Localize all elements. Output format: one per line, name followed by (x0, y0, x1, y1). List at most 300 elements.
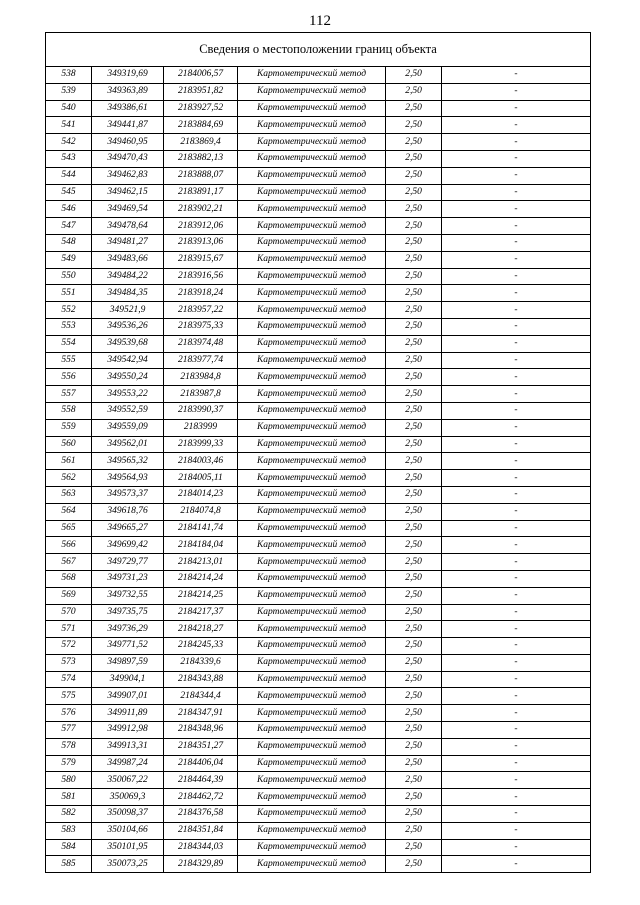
method-cell: Картометрический метод (238, 419, 386, 436)
description-cell: - (442, 419, 591, 436)
method-cell: Картометрический метод (238, 268, 386, 285)
x-coordinate-cell: 349897,59 (92, 654, 164, 671)
x-coordinate-cell: 349462,83 (92, 167, 164, 184)
point-number-cell: 575 (46, 688, 92, 705)
x-coordinate-cell: 349441,87 (92, 117, 164, 134)
point-number-cell: 584 (46, 839, 92, 856)
table-row (46, 402, 591, 419)
y-coordinate-cell: 2183884,69 (164, 117, 238, 134)
table-row (46, 755, 591, 772)
point-number-cell: 570 (46, 604, 92, 621)
table-row (46, 705, 591, 722)
method-cell: Картометрический метод (238, 302, 386, 319)
method-cell: Картометрический метод (238, 806, 386, 823)
method-cell: Картометрический метод (238, 83, 386, 100)
description-cell: - (442, 822, 591, 839)
method-cell: Картометрический метод (238, 251, 386, 268)
y-coordinate-cell: 2184462,72 (164, 789, 238, 806)
y-coordinate-cell: 2184348,96 (164, 722, 238, 739)
point-number-cell: 549 (46, 251, 92, 268)
method-cell: Картометрический метод (238, 722, 386, 739)
description-cell: - (442, 386, 591, 403)
accuracy-cell: 2,50 (386, 369, 442, 386)
description-cell: - (442, 402, 591, 419)
point-number-cell: 576 (46, 705, 92, 722)
point-number-cell: 540 (46, 100, 92, 117)
table-row (46, 822, 591, 839)
accuracy-cell: 2,50 (386, 486, 442, 503)
description-cell: - (442, 705, 591, 722)
y-coordinate-cell: 2184329,89 (164, 856, 238, 873)
description-cell: - (442, 839, 591, 856)
description-cell: - (442, 218, 591, 235)
table-row (46, 285, 591, 302)
accuracy-cell: 2,50 (386, 537, 442, 554)
table-row (46, 419, 591, 436)
description-cell: - (442, 671, 591, 688)
table-row (46, 352, 591, 369)
y-coordinate-cell: 2184343,88 (164, 671, 238, 688)
accuracy-cell: 2,50 (386, 150, 442, 167)
y-coordinate-cell: 2183987,8 (164, 386, 238, 403)
x-coordinate-cell: 349987,24 (92, 755, 164, 772)
accuracy-cell: 2,50 (386, 587, 442, 604)
boundary-table-container (45, 32, 590, 873)
accuracy-cell: 2,50 (386, 386, 442, 403)
accuracy-cell: 2,50 (386, 789, 442, 806)
table-row (46, 738, 591, 755)
table-row (46, 134, 591, 151)
point-number-cell: 579 (46, 755, 92, 772)
point-number-cell: 550 (46, 268, 92, 285)
table-row (46, 520, 591, 537)
table-row (46, 386, 591, 403)
point-number-cell: 544 (46, 167, 92, 184)
method-cell: Картометрический метод (238, 150, 386, 167)
description-cell: - (442, 755, 591, 772)
method-cell: Картометрический метод (238, 67, 386, 84)
table-row (46, 503, 591, 520)
x-coordinate-cell: 349553,22 (92, 386, 164, 403)
x-coordinate-cell: 349542,94 (92, 352, 164, 369)
point-number-cell: 581 (46, 789, 92, 806)
description-cell: - (442, 638, 591, 655)
method-cell: Картометрический метод (238, 402, 386, 419)
accuracy-cell: 2,50 (386, 604, 442, 621)
point-number-cell: 560 (46, 436, 92, 453)
accuracy-cell: 2,50 (386, 705, 442, 722)
point-number-cell: 547 (46, 218, 92, 235)
description-cell: - (442, 453, 591, 470)
description-cell: - (442, 352, 591, 369)
x-coordinate-cell: 349363,89 (92, 83, 164, 100)
accuracy-cell: 2,50 (386, 167, 442, 184)
table-row (46, 856, 591, 873)
x-coordinate-cell: 349521,9 (92, 302, 164, 319)
point-number-cell: 546 (46, 201, 92, 218)
description-cell: - (442, 67, 591, 84)
x-coordinate-cell: 349562,01 (92, 436, 164, 453)
description-cell: - (442, 554, 591, 571)
y-coordinate-cell: 2184014,23 (164, 486, 238, 503)
y-coordinate-cell: 2183951,82 (164, 83, 238, 100)
method-cell: Картометрический метод (238, 201, 386, 218)
table-row (46, 234, 591, 251)
point-number-cell: 573 (46, 654, 92, 671)
x-coordinate-cell: 349911,89 (92, 705, 164, 722)
method-cell: Картометрический метод (238, 705, 386, 722)
accuracy-cell: 2,50 (386, 352, 442, 369)
x-coordinate-cell: 349618,76 (92, 503, 164, 520)
y-coordinate-cell: 2184214,24 (164, 570, 238, 587)
y-coordinate-cell: 2183912,06 (164, 218, 238, 235)
accuracy-cell: 2,50 (386, 285, 442, 302)
y-coordinate-cell: 2184347,91 (164, 705, 238, 722)
accuracy-cell: 2,50 (386, 554, 442, 571)
description-cell: - (442, 520, 591, 537)
description-cell: - (442, 537, 591, 554)
point-number-cell: 543 (46, 150, 92, 167)
table-row (46, 268, 591, 285)
x-coordinate-cell: 349559,09 (92, 419, 164, 436)
point-number-cell: 583 (46, 822, 92, 839)
method-cell: Картометрический метод (238, 688, 386, 705)
method-cell: Картометрический метод (238, 621, 386, 638)
y-coordinate-cell: 2183891,17 (164, 184, 238, 201)
method-cell: Картометрический метод (238, 570, 386, 587)
description-cell: - (442, 167, 591, 184)
accuracy-cell: 2,50 (386, 570, 442, 587)
point-number-cell: 564 (46, 503, 92, 520)
table-row (46, 638, 591, 655)
y-coordinate-cell: 2184218,27 (164, 621, 238, 638)
table-row (46, 570, 591, 587)
point-number-cell: 552 (46, 302, 92, 319)
table-row (46, 117, 591, 134)
table-row (46, 335, 591, 352)
point-number-cell: 539 (46, 83, 92, 100)
y-coordinate-cell: 2183999 (164, 419, 238, 436)
description-cell: - (442, 318, 591, 335)
method-cell: Картометрический метод (238, 335, 386, 352)
y-coordinate-cell: 2184003,46 (164, 453, 238, 470)
point-number-cell: 538 (46, 67, 92, 84)
x-coordinate-cell: 349912,98 (92, 722, 164, 739)
description-cell: - (442, 117, 591, 134)
table-row (46, 772, 591, 789)
accuracy-cell: 2,50 (386, 335, 442, 352)
method-cell: Картометрический метод (238, 486, 386, 503)
method-cell: Картометрический метод (238, 671, 386, 688)
x-coordinate-cell: 349481,27 (92, 234, 164, 251)
method-cell: Картометрический метод (238, 856, 386, 873)
page-number: 112 (309, 13, 331, 29)
method-cell: Картометрический метод (238, 738, 386, 755)
x-coordinate-cell: 349478,64 (92, 218, 164, 235)
method-cell: Картометрический метод (238, 537, 386, 554)
point-number-cell: 558 (46, 402, 92, 419)
method-cell: Картометрический метод (238, 285, 386, 302)
accuracy-cell: 2,50 (386, 738, 442, 755)
y-coordinate-cell: 2184141,74 (164, 520, 238, 537)
description-cell: - (442, 234, 591, 251)
point-number-cell: 580 (46, 772, 92, 789)
accuracy-cell: 2,50 (386, 184, 442, 201)
accuracy-cell: 2,50 (386, 218, 442, 235)
y-coordinate-cell: 2183984,8 (164, 369, 238, 386)
table-row (46, 453, 591, 470)
method-cell: Картометрический метод (238, 470, 386, 487)
accuracy-cell: 2,50 (386, 470, 442, 487)
point-number-cell: 574 (46, 671, 92, 688)
x-coordinate-cell: 349904,1 (92, 671, 164, 688)
table-title-row (46, 33, 591, 67)
point-number-cell: 572 (46, 638, 92, 655)
method-cell: Картометрический метод (238, 218, 386, 235)
y-coordinate-cell: 2184214,25 (164, 587, 238, 604)
x-coordinate-cell: 349462,15 (92, 184, 164, 201)
table-row (46, 671, 591, 688)
table-row (46, 621, 591, 638)
description-cell: - (442, 470, 591, 487)
table-row (46, 654, 591, 671)
accuracy-cell: 2,50 (386, 201, 442, 218)
x-coordinate-cell: 350101,95 (92, 839, 164, 856)
x-coordinate-cell: 349699,42 (92, 537, 164, 554)
accuracy-cell: 2,50 (386, 772, 442, 789)
accuracy-cell: 2,50 (386, 134, 442, 151)
method-cell: Картометрический метод (238, 755, 386, 772)
description-cell: - (442, 789, 591, 806)
x-coordinate-cell: 350104,66 (92, 822, 164, 839)
accuracy-cell: 2,50 (386, 755, 442, 772)
table-row (46, 83, 591, 100)
boundary-table (45, 32, 591, 873)
accuracy-cell: 2,50 (386, 83, 442, 100)
table-row (46, 486, 591, 503)
table-row (46, 369, 591, 386)
y-coordinate-cell: 2183977,74 (164, 352, 238, 369)
description-cell: - (442, 688, 591, 705)
accuracy-cell: 2,50 (386, 654, 442, 671)
y-coordinate-cell: 2184213,01 (164, 554, 238, 571)
table-row (46, 436, 591, 453)
point-number-cell: 541 (46, 117, 92, 134)
point-number-cell: 582 (46, 806, 92, 823)
description-cell: - (442, 251, 591, 268)
point-number-cell: 556 (46, 369, 92, 386)
method-cell: Картометрический метод (238, 352, 386, 369)
accuracy-cell: 2,50 (386, 520, 442, 537)
description-cell: - (442, 772, 591, 789)
method-cell: Картометрический метод (238, 386, 386, 403)
x-coordinate-cell: 349552,59 (92, 402, 164, 419)
x-coordinate-cell: 349564,93 (92, 470, 164, 487)
y-coordinate-cell: 2183916,56 (164, 268, 238, 285)
y-coordinate-cell: 2183975,33 (164, 318, 238, 335)
table-row (46, 604, 591, 621)
x-coordinate-cell: 349565,32 (92, 453, 164, 470)
x-coordinate-cell: 349573,37 (92, 486, 164, 503)
x-coordinate-cell: 349470,43 (92, 150, 164, 167)
point-number-cell: 551 (46, 285, 92, 302)
description-cell: - (442, 570, 591, 587)
description-cell: - (442, 100, 591, 117)
x-coordinate-cell: 349771,52 (92, 638, 164, 655)
accuracy-cell: 2,50 (386, 638, 442, 655)
description-cell: - (442, 621, 591, 638)
method-cell: Картометрический метод (238, 604, 386, 621)
x-coordinate-cell: 349732,55 (92, 587, 164, 604)
accuracy-cell: 2,50 (386, 100, 442, 117)
table-row (46, 318, 591, 335)
table-row (46, 184, 591, 201)
accuracy-cell: 2,50 (386, 722, 442, 739)
point-number-cell: 555 (46, 352, 92, 369)
y-coordinate-cell: 2184351,27 (164, 738, 238, 755)
description-cell: - (442, 806, 591, 823)
table-row (46, 470, 591, 487)
y-coordinate-cell: 2184005,11 (164, 470, 238, 487)
description-cell: - (442, 201, 591, 218)
description-cell: - (442, 134, 591, 151)
accuracy-cell: 2,50 (386, 688, 442, 705)
description-cell: - (442, 856, 591, 873)
accuracy-cell: 2,50 (386, 839, 442, 856)
table-row (46, 251, 591, 268)
y-coordinate-cell: 2184376,58 (164, 806, 238, 823)
table-row (46, 806, 591, 823)
description-cell: - (442, 604, 591, 621)
table-row (46, 722, 591, 739)
accuracy-cell: 2,50 (386, 268, 442, 285)
method-cell: Картометрический метод (238, 134, 386, 151)
accuracy-cell: 2,50 (386, 436, 442, 453)
y-coordinate-cell: 2184406,04 (164, 755, 238, 772)
accuracy-cell: 2,50 (386, 234, 442, 251)
y-coordinate-cell: 2183915,67 (164, 251, 238, 268)
point-number-cell: 557 (46, 386, 92, 403)
y-coordinate-cell: 2183974,48 (164, 335, 238, 352)
x-coordinate-cell: 349550,24 (92, 369, 164, 386)
y-coordinate-cell: 2184184,04 (164, 537, 238, 554)
accuracy-cell: 2,50 (386, 856, 442, 873)
accuracy-cell: 2,50 (386, 67, 442, 84)
method-cell: Картометрический метод (238, 822, 386, 839)
accuracy-cell: 2,50 (386, 251, 442, 268)
method-cell: Картометрический метод (238, 503, 386, 520)
method-cell: Картометрический метод (238, 453, 386, 470)
method-cell: Картометрический метод (238, 436, 386, 453)
y-coordinate-cell: 2183957,22 (164, 302, 238, 319)
x-coordinate-cell: 349483,66 (92, 251, 164, 268)
point-number-cell: 577 (46, 722, 92, 739)
y-coordinate-cell: 2183999,33 (164, 436, 238, 453)
x-coordinate-cell: 349460,95 (92, 134, 164, 151)
x-coordinate-cell: 350069,3 (92, 789, 164, 806)
point-number-cell: 567 (46, 554, 92, 571)
table-row (46, 100, 591, 117)
table-row (46, 150, 591, 167)
method-cell: Картометрический метод (238, 100, 386, 117)
y-coordinate-cell: 2184339,6 (164, 654, 238, 671)
table-body (46, 67, 591, 873)
method-cell: Картометрический метод (238, 839, 386, 856)
accuracy-cell: 2,50 (386, 402, 442, 419)
accuracy-cell: 2,50 (386, 117, 442, 134)
method-cell: Картометрический метод (238, 554, 386, 571)
method-cell: Картометрический метод (238, 789, 386, 806)
point-number-cell: 578 (46, 738, 92, 755)
description-cell: - (442, 486, 591, 503)
y-coordinate-cell: 2184245,33 (164, 638, 238, 655)
table-row (46, 201, 591, 218)
accuracy-cell: 2,50 (386, 671, 442, 688)
method-cell: Картометрический метод (238, 318, 386, 335)
x-coordinate-cell: 349539,68 (92, 335, 164, 352)
method-cell: Картометрический метод (238, 234, 386, 251)
y-coordinate-cell: 2183913,06 (164, 234, 238, 251)
x-coordinate-cell: 349536,26 (92, 318, 164, 335)
point-number-cell: 566 (46, 537, 92, 554)
description-cell: - (442, 184, 591, 201)
x-coordinate-cell: 349484,35 (92, 285, 164, 302)
point-number-cell: 548 (46, 234, 92, 251)
table-row (46, 839, 591, 856)
table-row (46, 537, 591, 554)
accuracy-cell: 2,50 (386, 806, 442, 823)
point-number-cell: 565 (46, 520, 92, 537)
method-cell: Картометрический метод (238, 772, 386, 789)
point-number-cell: 568 (46, 570, 92, 587)
description-cell: - (442, 654, 591, 671)
description-cell: - (442, 302, 591, 319)
description-cell: - (442, 268, 591, 285)
point-number-cell: 571 (46, 621, 92, 638)
y-coordinate-cell: 2183888,07 (164, 167, 238, 184)
accuracy-cell: 2,50 (386, 302, 442, 319)
x-coordinate-cell: 350098,37 (92, 806, 164, 823)
y-coordinate-cell: 2184351,84 (164, 822, 238, 839)
table-row (46, 688, 591, 705)
y-coordinate-cell: 2183927,52 (164, 100, 238, 117)
x-coordinate-cell: 349731,23 (92, 570, 164, 587)
point-number-cell: 553 (46, 318, 92, 335)
point-number-cell: 569 (46, 587, 92, 604)
y-coordinate-cell: 2184344,03 (164, 839, 238, 856)
description-cell: - (442, 285, 591, 302)
description-cell: - (442, 335, 591, 352)
accuracy-cell: 2,50 (386, 318, 442, 335)
x-coordinate-cell: 349484,22 (92, 268, 164, 285)
x-coordinate-cell: 349907,01 (92, 688, 164, 705)
y-coordinate-cell: 2183902,21 (164, 201, 238, 218)
y-coordinate-cell: 2184217,37 (164, 604, 238, 621)
point-number-cell: 542 (46, 134, 92, 151)
y-coordinate-cell: 2183918,24 (164, 285, 238, 302)
y-coordinate-cell: 2183882,13 (164, 150, 238, 167)
method-cell: Картометрический метод (238, 520, 386, 537)
accuracy-cell: 2,50 (386, 419, 442, 436)
table-row (46, 67, 591, 84)
method-cell: Картометрический метод (238, 369, 386, 386)
description-cell: - (442, 369, 591, 386)
x-coordinate-cell: 350067,22 (92, 772, 164, 789)
point-number-cell: 562 (46, 470, 92, 487)
y-coordinate-cell: 2184344,4 (164, 688, 238, 705)
point-number-cell: 563 (46, 486, 92, 503)
y-coordinate-cell: 2184464,39 (164, 772, 238, 789)
